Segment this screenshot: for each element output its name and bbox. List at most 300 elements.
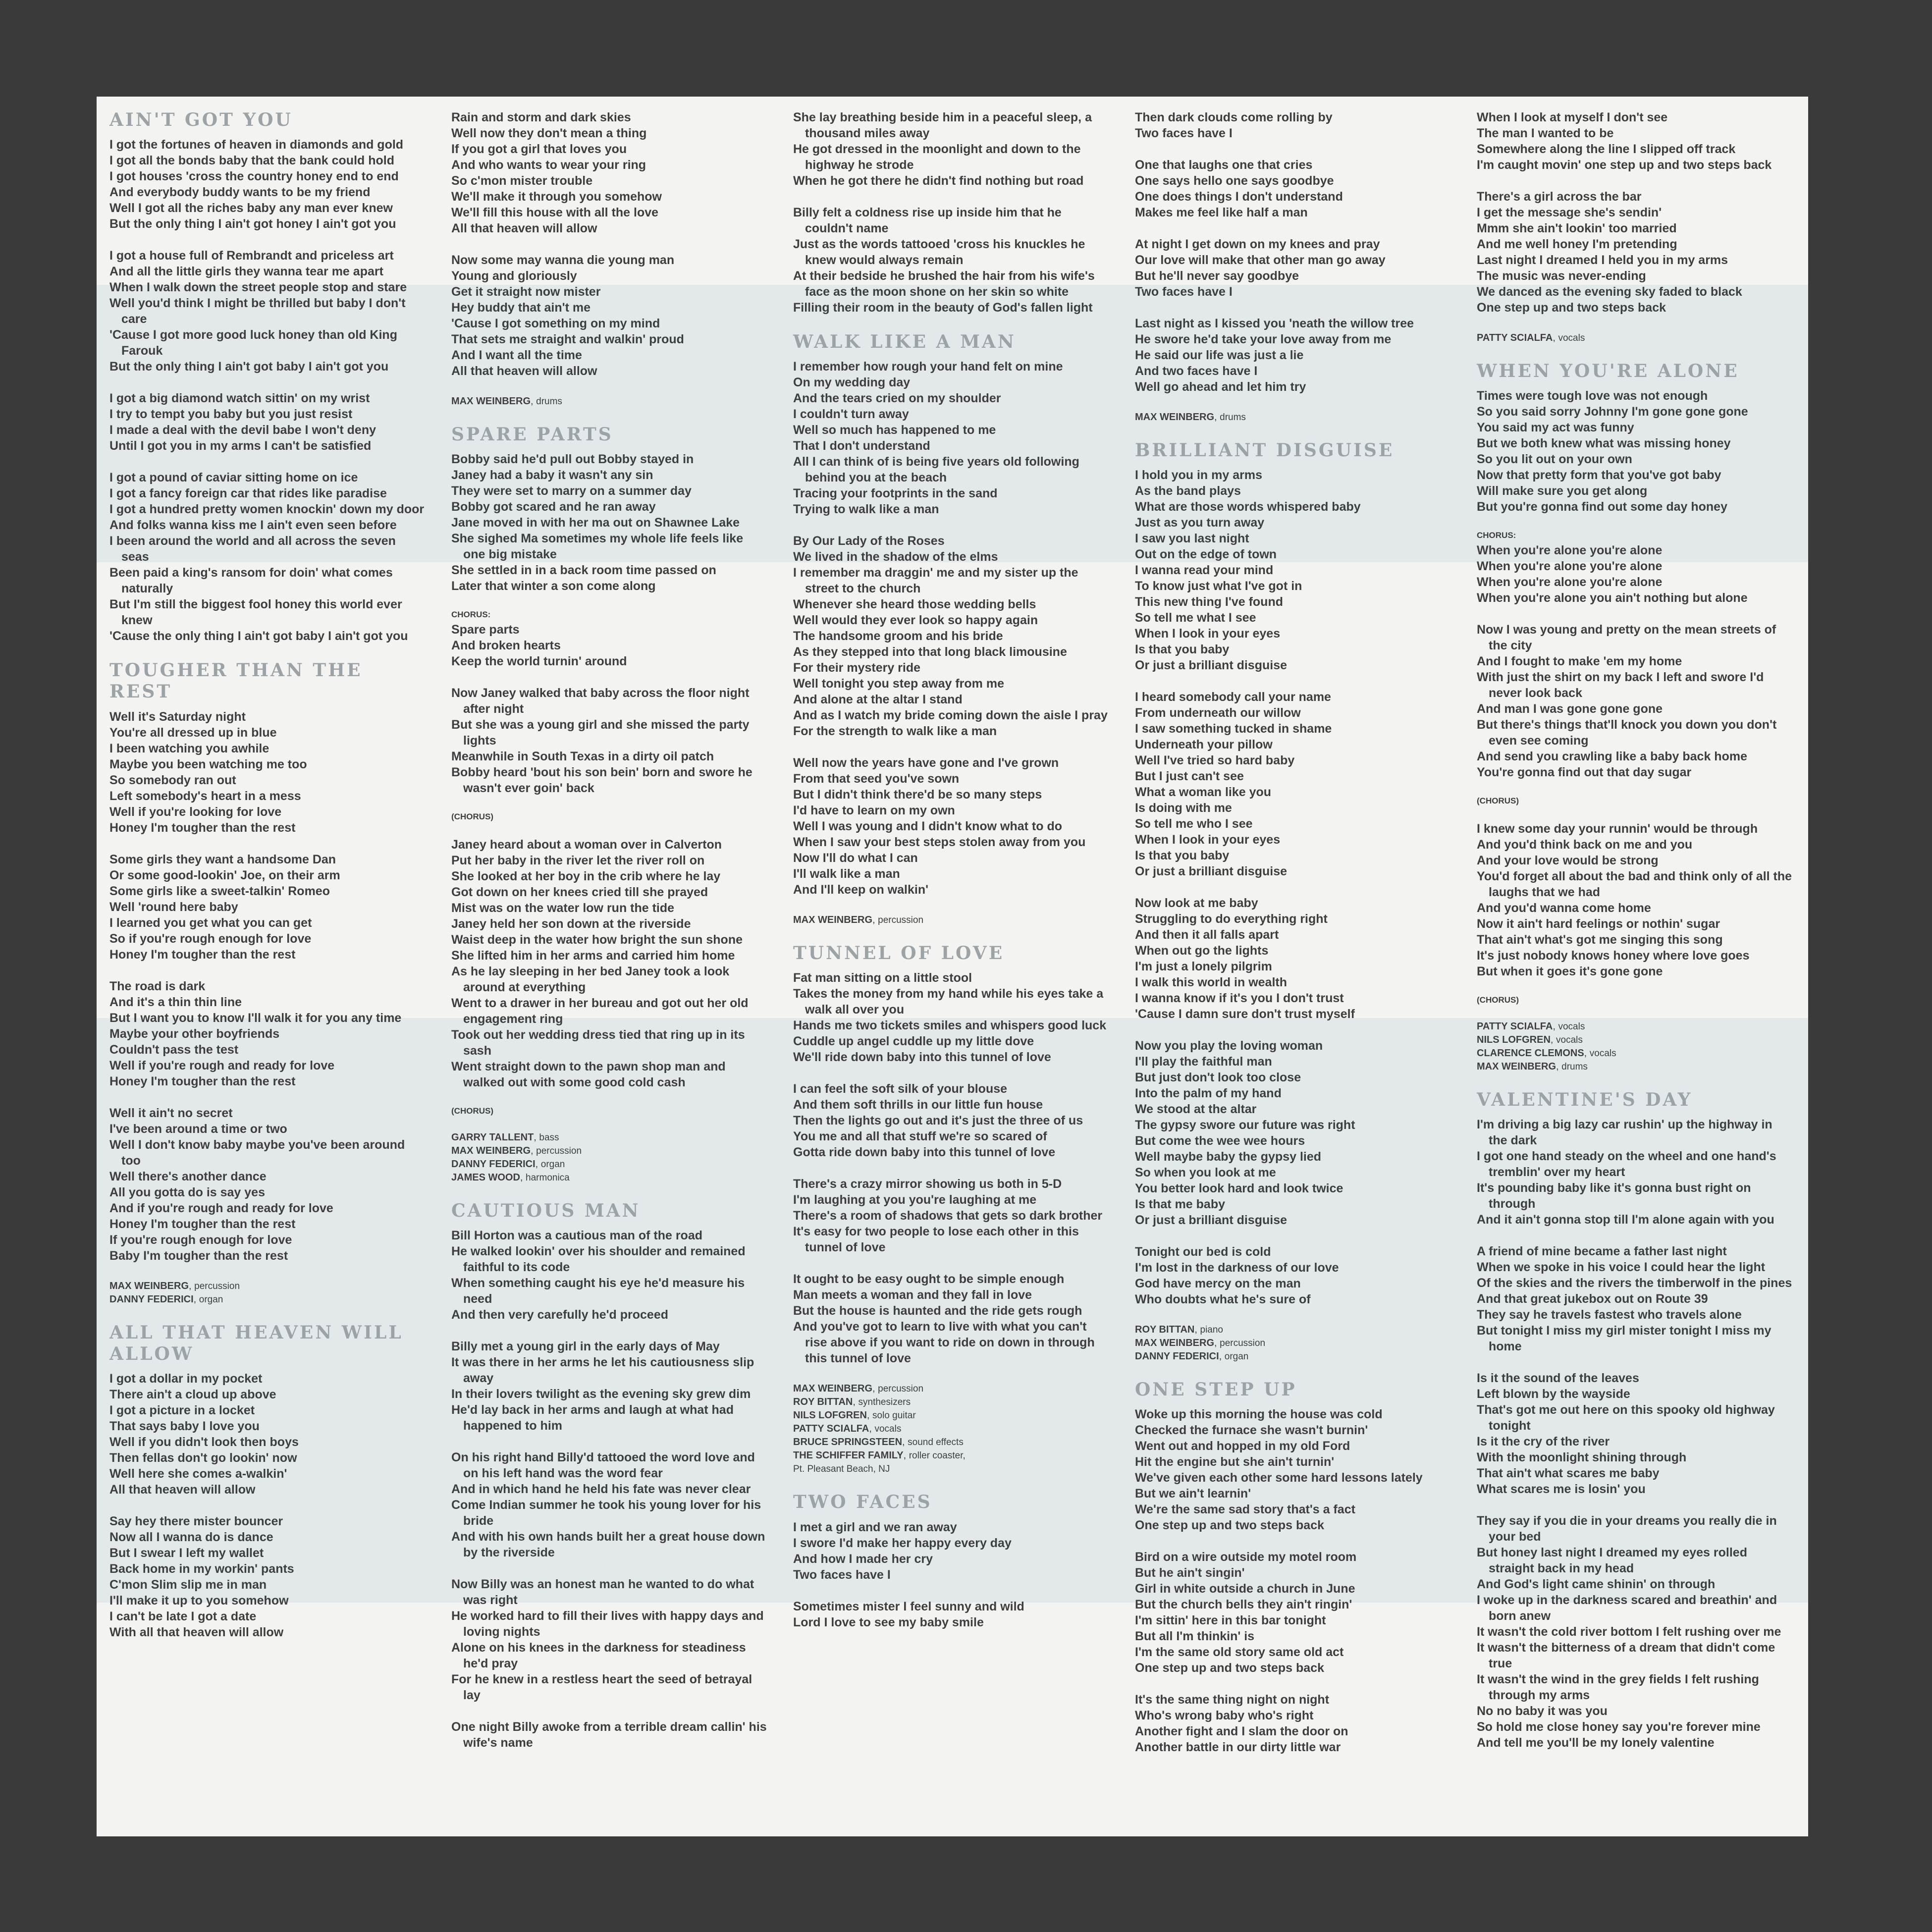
lyric-line: Spare parts [451, 623, 520, 637]
lyric-line: Another battle in our dirty little war [1135, 1740, 1341, 1755]
stanza [793, 1519, 1110, 1583]
credit-line: DANNY FEDERICI, organ [109, 1293, 223, 1305]
lyric-line: We lived in the shadow of the elms [793, 550, 998, 564]
credit-line: MAX WEINBERG, percussion [1135, 1338, 1266, 1349]
lyric-line: You're all dressed up in blue [109, 725, 277, 740]
lyric-line: And how I made her cry [793, 1552, 933, 1566]
lyric-line: I get the message she's sendin' [1477, 206, 1662, 219]
stanza [109, 470, 427, 644]
lyric-line: That sets me straight and walkin' proud [451, 332, 684, 346]
stanza [1135, 467, 1452, 673]
lyric-line: When you're alone you ain't nothing but alone [1477, 591, 1748, 605]
credit-line: DANNY FEDERICI, organ [1135, 1351, 1249, 1362]
lyric-line: You me and all that stuff we're so scared of [793, 1129, 1047, 1144]
lyric-line: We stood at the altar [1135, 1102, 1257, 1117]
stanza [109, 390, 427, 454]
lyric-line: Maybe you been watching me too [109, 757, 307, 771]
lyric-line: I wanna read your mind [1135, 563, 1274, 578]
lyric-line: 'Cause I got more good luck honey than old King Farouk [109, 328, 397, 358]
credits [451, 1131, 768, 1184]
chorus-reference: (CHORUS) [1477, 796, 1519, 806]
stanza [793, 1176, 1110, 1255]
stanza [1477, 1117, 1794, 1228]
lyric-line: And God's light came shinin' on through [1477, 1577, 1716, 1592]
lyric-line: Our love will make that other man go away [1135, 253, 1386, 267]
stanza [793, 359, 1110, 517]
lyric-line: Well I don't know baby maybe you've been around too [109, 1137, 405, 1168]
stanza [1135, 109, 1452, 141]
lyric-line: Well so much has happened to me [793, 423, 996, 437]
lyric-line: You'd forget all about the bad and think only of all the laughs that we had [1477, 869, 1792, 900]
lyric-line: And them soft thrills in our little fun house [793, 1098, 1043, 1112]
lyric-line: Well here she comes a-walkin' [109, 1466, 287, 1481]
lyric-line: I got a hundred pretty women knockin' down my door [109, 502, 425, 517]
lyric-line: Alone on his knees in the darkness for steadiness he'd pray [451, 1641, 746, 1671]
song-block [793, 943, 1110, 1476]
lyric-line: A friend of mine became a father last night [1477, 1244, 1727, 1259]
song-block [451, 424, 768, 1184]
song-title: TOUGHER THAN THE REST [109, 660, 363, 702]
lyric-line: I been watching you awhile [109, 741, 269, 755]
credit-line: PATTY SCIALFA, vocals [1477, 332, 1585, 343]
lyric-line: When something caught his eye he'd measure his need [451, 1276, 745, 1306]
lyric-line: The road is dark [109, 979, 206, 993]
lyric-line: I try to tempt you baby but you just resist [109, 407, 353, 422]
lyric-line: He swore he'd take your love away from me [1135, 332, 1392, 346]
lyric-line: We've given each other some hard lessons lately [1135, 1471, 1423, 1485]
musician-role: solo guitar [872, 1410, 916, 1421]
lyric-line: Now I'll do what I can [793, 851, 918, 865]
lyric-line: All you gotta do is say yes [109, 1185, 265, 1199]
lyric-line: Left somebody's heart in a mess [109, 789, 301, 803]
musician-name: DANNY FEDERICI [109, 1293, 194, 1305]
lyric-line: Two faces have I [793, 1567, 891, 1582]
stanza [451, 1339, 768, 1434]
lyric-line: Bobby got scared and he ran away [451, 500, 656, 514]
lyric-line: Well you'd think I might be thrilled but baby I don't care [109, 296, 406, 326]
lyric-line: With the moonlight shining through [1477, 1450, 1687, 1465]
lyric-line: I couldn't turn away [793, 407, 909, 422]
musician-name: PATTY SCIALFA [793, 1423, 869, 1435]
lyric-line: So if you're rough enough for love [109, 931, 312, 946]
stanza [109, 852, 427, 963]
lyric-line: We're the same sad story that's a fact [1135, 1503, 1355, 1517]
musician-role: percussion [536, 1146, 582, 1157]
credit-line: DANNY FEDERICI, organ [451, 1159, 565, 1170]
lyric-line: To know just what I've got in [1135, 579, 1302, 593]
lyric-line: So when you look at me [1135, 1166, 1276, 1180]
lyric-line: Bobby said he'd pull out Bobby stayed in [451, 452, 694, 467]
stanza [109, 1105, 427, 1264]
stanza [793, 205, 1110, 316]
lyric-line: Well now they don't mean a thing [451, 126, 647, 140]
lyric-line: But all I'm thinkin' is [1135, 1629, 1255, 1644]
lyric-line: All that heaven will allow [451, 221, 597, 235]
lyric-line: Bobby heard 'bout his son bein' born and swore he wasn't ever goin' back [451, 765, 752, 796]
credit-line: ROY BITTAN, synthesizers [793, 1396, 911, 1408]
lyric-line: C'mon Slim slip me in man [109, 1577, 267, 1592]
lyric-line: We'll ride down baby into this tunnel of love [793, 1050, 1051, 1065]
credit-line: GARRY TALLENT, bass [451, 1132, 559, 1143]
lyric-line: Is it the cry of the river [1477, 1435, 1610, 1449]
lyric-line: You better look hard and look twice [1135, 1181, 1343, 1196]
column-4 [1135, 109, 1452, 1771]
lyric-line: I'm caught movin' one step up and two steps back [1477, 158, 1772, 172]
musician-role: percussion [878, 1384, 924, 1395]
lyric-line: Honey I'm tougher than the rest [109, 820, 296, 835]
song-title: AIN'T GOT YOU [109, 109, 293, 130]
lyric-line: What are those words whispered baby [1135, 500, 1361, 514]
stanza [793, 1271, 1110, 1366]
lyric-line: I wanna know if it's you I don't trust [1135, 991, 1344, 1006]
lyric-line: I'd have to learn on my own [793, 804, 955, 818]
credit-line: MAX WEINBERG, percussion [793, 1383, 924, 1395]
stanza [1477, 1513, 1794, 1751]
lyric-line: One step up and two steps back [1135, 1518, 1325, 1533]
musician-name: MAX WEINBERG [1135, 1338, 1214, 1349]
song-title: TUNNEL OF LOVE [793, 943, 1005, 964]
musician-role: Pt. Pleasant Beach, NJ [793, 1464, 890, 1475]
lyric-line: The gypsy swore our future was right [1135, 1118, 1355, 1132]
lyric-line: I walk this world in wealth [1135, 975, 1287, 990]
musician-role: organ [199, 1294, 223, 1305]
stanza [1477, 109, 1794, 173]
lyric-line: Bill Horton was a cautious man of the road [451, 1229, 703, 1243]
lyric-line: Back home in my workin' pants [109, 1561, 294, 1576]
column-1 [109, 109, 427, 1656]
lyric-line: When I walk down the street people stop and stare [109, 280, 407, 295]
musician-name: MAX WEINBERG [1477, 1061, 1556, 1073]
lyric-line: Now some may wanna die young man [451, 253, 675, 267]
lyric-line: Then dark clouds come rolling by [1135, 110, 1333, 124]
lyric-line: But we ain't learnin' [1135, 1487, 1251, 1501]
column-3 [793, 109, 1110, 1646]
lyric-line: In their lovers twilight as the evening sky grew dim [451, 1387, 751, 1401]
song-block [109, 660, 427, 1306]
lyric-line: So you lit out on your own [1477, 452, 1632, 467]
musician-role: vocals [874, 1424, 902, 1435]
lyric-line: Well now the years have gone and I've grown [793, 756, 1059, 770]
lyric-line: And it's a thin thin line [109, 995, 242, 1009]
lyric-line: Until I got you in my arms I can't be satisfied [109, 439, 372, 453]
lyric-line: But when it goes it's gone gone [1477, 965, 1663, 979]
lyric-line: When he got there he didn't find nothing but road [793, 174, 1084, 188]
lyric-line: So c'mon mister trouble [451, 174, 593, 188]
lyric-line: Billy met a young girl in the early days of May [451, 1340, 720, 1354]
lyric-line: I'll play the faithful man [1135, 1055, 1272, 1069]
musician-role: vocals [1558, 1021, 1585, 1032]
lyric-line: On my wedding day [793, 376, 911, 390]
credit-line: MAX WEINBERG, percussion [451, 1145, 582, 1157]
lyric-line: From underneath our willow [1135, 706, 1301, 720]
credit-line: NILS LOFGREN, solo guitar [793, 1410, 916, 1421]
lyric-line: The handsome groom and his bride [793, 629, 1003, 644]
lyric-line: Two faces have I [1135, 285, 1233, 299]
lyric-line: Meanwhile in South Texas in a dirty oil patch [451, 750, 714, 764]
lyric-line: Some girls they want a handsome Dan [109, 852, 336, 866]
lyric-line: Now all I wanna do is dance [109, 1530, 273, 1544]
lyric-line: For their mystery ride [793, 661, 921, 675]
lyric-line: Is that me baby [1135, 1197, 1225, 1212]
lyric-line: Well 'round here baby [109, 900, 238, 914]
musician-role: organ [540, 1159, 565, 1170]
lyric-line: I heard somebody call your name [1135, 690, 1331, 704]
lyric-line: And alone at the altar I stand [793, 693, 963, 707]
lyric-line: He said our life was just a lie [1135, 348, 1304, 362]
lyric-line: Been paid a king's ransom for doin' what comes naturally [109, 566, 393, 596]
lyric-line: With all that heaven will allow [109, 1625, 284, 1639]
lyric-line: Well maybe baby the gypsy lied [1135, 1150, 1322, 1164]
song-title: CAUTIOUS MAN [451, 1200, 641, 1222]
lyric-line: I got a fancy foreign car that rides like paradise [109, 486, 387, 501]
lyric-line: Later that winter a son come along [451, 579, 656, 593]
stanza [1135, 895, 1452, 1022]
lyric-line: And you've got to learn to live with what you can't rise above if you want to ride on down in through this tunnel of love [793, 1320, 1095, 1366]
credit-line: THE SCHIFFER FAMILY, roller coaster, [793, 1450, 966, 1461]
chorus-reference: (CHORUS) [1477, 995, 1519, 1005]
credit-line: JAMES WOOD, harmonica [451, 1172, 570, 1183]
lyric-line: He'd lay back in her arms and laugh at what had happened to him [451, 1403, 734, 1433]
lyric-line: When we spoke in his voice I could hear the light [1477, 1260, 1766, 1275]
lyric-line: I'll make it up to you somehow [109, 1593, 289, 1608]
lyric-line: On his right hand Billy'd tattooed the word love and on his left hand was the word fear [451, 1450, 755, 1481]
musician-name: GARRY TALLENT [451, 1132, 534, 1143]
lyric-line: Is that you baby [1135, 643, 1230, 657]
lyric-line: Last night I dreamed I held you in my arms [1477, 253, 1728, 267]
song-block [1135, 1379, 1452, 1755]
lyric-line: Hit the engine but she ain't turnin' [1135, 1455, 1335, 1469]
stanza [1135, 1244, 1452, 1307]
credit-line [793, 1462, 1110, 1476]
lyric-line: I learned you get what you can get [109, 915, 312, 930]
lyric-line: Well I was young and I didn't know what to do [793, 819, 1062, 834]
song-title: ALL THAT HEAVEN WILL ALLOW [109, 1322, 403, 1364]
stanza [793, 1081, 1110, 1160]
lyric-line: One step up and two steps back [1477, 301, 1666, 315]
musician-name: MAX WEINBERG [1135, 412, 1214, 423]
lyric-line: She looked at her boy in the crib where he lay [451, 869, 721, 884]
lyric-line: Woke up this morning the house was cold [1135, 1407, 1383, 1422]
lyric-line: Well tonight you step away from me [793, 677, 1004, 691]
lyric-line: Or just a brilliant disguise [1135, 864, 1288, 879]
lyric-line: Went to a drawer in her bureau and got out her old engagement ring [451, 996, 749, 1026]
lyric-line: I remember how rough your hand felt on mine [793, 360, 1063, 374]
lyric-line: And it ain't gonna stop till I'm alone again with you [1477, 1213, 1774, 1227]
lyric-line: Filling their room in the beauty of God's fallen light [793, 301, 1093, 315]
lyric-line: So tell me who I see [1135, 817, 1253, 831]
stanza [451, 837, 768, 1090]
credits [793, 1382, 1110, 1476]
musician-name: ROY BITTAN [793, 1396, 853, 1408]
song-block [1477, 109, 1794, 345]
lyric-line: I saw something tucked in shame [1135, 722, 1332, 736]
lyric-line: Now Billy was an honest man he wanted to do what was right [451, 1577, 754, 1608]
lyric-line: They say if you die in your dreams you really die in your bed [1477, 1514, 1777, 1544]
lyric-line: And then very carefully he'd proceed [451, 1308, 669, 1322]
lyric-line: When you're alone you're alone [1477, 543, 1663, 558]
stanza [109, 1513, 427, 1640]
lyric-line: I got houses 'cross the country honey end to end [109, 169, 399, 184]
song-title: BRILLIANT DISGUISE [1135, 440, 1395, 461]
musician-role: roller coaster, [909, 1450, 966, 1461]
lyric-line: I got the fortunes of heaven in diamonds and gold [109, 138, 404, 152]
musician-name: NILS LOFGREN [793, 1410, 867, 1421]
lyric-line: Come Indian summer he took his young lover for his bride [451, 1498, 761, 1528]
song-title: WALK LIKE A MAN [793, 331, 1016, 352]
lyric-line: And as I watch my bride coming down the aisle I pray [793, 708, 1108, 723]
lyric-line: But I want you to know I'll walk it for you any time [109, 1011, 402, 1025]
lyric-line: And all the little girls they wanna tear me apart [109, 265, 383, 279]
lyric-line: Cuddle up angel cuddle up my little dove [793, 1034, 1034, 1049]
musician-name: JAMES WOOD [451, 1172, 520, 1183]
lyric-line: The music was never-ending [1477, 269, 1646, 283]
lyric-line: Struggling to do everything right [1135, 912, 1328, 926]
lyric-line: When I look in your eyes [1135, 627, 1281, 641]
musician-role: drums [1220, 412, 1246, 423]
lyric-line: So hold me close honey say you're forever mine [1477, 1720, 1761, 1734]
stanza [109, 137, 427, 232]
lyric-line: I got all the bonds baby that the bank could hold [109, 154, 394, 168]
lyric-line: When I saw your best steps stolen away from you [793, 835, 1086, 850]
lyric-line: Janey had a baby it wasn't any sin [451, 468, 653, 483]
lyric-line: It ought to be easy ought to be simple enough [793, 1272, 1065, 1287]
song-block [1135, 440, 1452, 1363]
musician-name: MAX WEINBERG [793, 914, 872, 926]
musician-role: piano [1200, 1325, 1223, 1336]
lyric-line: But I swear I left my wallet [109, 1546, 264, 1560]
lyric-line: Put her baby in the river let the river roll on [451, 854, 705, 868]
lyric-line: It's pounding baby like it's gonna bust right on through [1477, 1181, 1751, 1211]
lyric-line: One says hello one says goodbye [1135, 174, 1334, 188]
lyric-line: The man I wanted to be [1477, 126, 1614, 140]
lyric-line: Is that you baby [1135, 849, 1230, 863]
lyric-line: Man meets a woman and they fall in love [793, 1288, 1032, 1302]
lyric-line: Left blown by the wayside [1477, 1387, 1630, 1401]
lyric-line: I woke up in the darkness scared and breathin' and born anew [1477, 1593, 1777, 1623]
lyric-line: Well there's another dance [109, 1169, 267, 1183]
lyric-line: That I don't understand [793, 439, 930, 453]
lyric-line: Went out and hopped in my old Ford [1135, 1439, 1350, 1453]
lyric-line: Mist was on the water low run the tide [451, 901, 675, 915]
lyric-line: Or just a brilliant disguise [1135, 658, 1288, 673]
stanza [451, 685, 768, 796]
lyric-line: Hey buddy that ain't me [451, 301, 590, 315]
lyric-line: It wasn't the bitterness of a dream that didn't come true [1477, 1641, 1775, 1671]
lyric-line: If you're rough enough for love [109, 1233, 292, 1247]
lyric-line: Lord I love to see my baby smile [793, 1615, 984, 1629]
lyric-line: Two faces have I [1135, 126, 1233, 140]
lyric-line: I made a deal with the devil babe I won't deny [109, 423, 376, 437]
lyric-line: That ain't what's got me singing this song [1477, 933, 1723, 947]
stanza [793, 755, 1110, 898]
lyric-line: She settled in in a back room time passed on [451, 563, 716, 578]
lyric-line: But the only thing I ain't got honey I ain't got you [109, 217, 396, 231]
stanza [1477, 1370, 1794, 1497]
lyric-line: Young and gloriously [451, 269, 577, 283]
lyric-line: Whenever she heard those wedding bells [793, 597, 1036, 612]
lyric-line: Now it ain't hard feelings or nothin' sugar [1477, 917, 1720, 931]
credit-line: MAX WEINBERG, percussion [793, 914, 924, 926]
lyric-line: And you'd think back on me and you [1477, 838, 1693, 852]
lyric-line: When out go the lights [1135, 944, 1269, 958]
lyric-line: We danced as the evening sky faded to black [1477, 285, 1742, 299]
lyric-line: And your love would be strong [1477, 854, 1659, 868]
lyric-line: Times were tough love was not enough [1477, 389, 1708, 403]
lyric-line: I got a house full of Rembrandt and priceless art [109, 249, 394, 263]
lyric-line: Underneath your pillow [1135, 738, 1273, 752]
lyric-line: But just don't look too close [1135, 1071, 1301, 1085]
lyric-line: Well would they ever look so happy again [793, 613, 1038, 628]
stanza [1477, 622, 1794, 780]
song-block [793, 331, 1110, 927]
stanza [1135, 316, 1452, 395]
lyric-line: I got one hand steady on the wheel and one hand's tremblin' over my heart [1477, 1149, 1776, 1180]
stanza [109, 1371, 427, 1498]
lyric-line: Well go ahead and let him try [1135, 380, 1306, 394]
chorus-label: CHORUS: [1477, 531, 1516, 540]
song-title: ONE STEP UP [1135, 1379, 1297, 1400]
chorus-reference: (CHORUS) [451, 812, 493, 822]
lyric-line: But he ain't singin' [1135, 1566, 1245, 1580]
lyric-line: Baby I'm tougher than the rest [109, 1248, 288, 1263]
lyric-line: Waist deep in the water how bright the sun shone [451, 933, 743, 947]
lyric-line: When I look in your eyes [1135, 833, 1281, 847]
lyric-line: Maybe your other boyfriends [109, 1026, 280, 1041]
lyric-line: There's a crazy mirror showing us both in 5-D [793, 1177, 1062, 1191]
lyric-line: She sighed Ma sometimes my whole life feels like one big mistake [451, 532, 744, 562]
song-block [793, 1492, 1110, 1630]
column-5 [1477, 109, 1794, 1767]
stanza [793, 533, 1110, 739]
lyric-line: Just as the words tattooed 'cross his knuckles he knew would always remain [793, 237, 1085, 267]
lyric-line: Get it straight now mister [451, 285, 601, 299]
lyric-line: Then fellas don't go lookin' now [109, 1450, 297, 1465]
lyric-line: I got a picture in a locket [109, 1403, 255, 1417]
song-block [109, 109, 427, 644]
stanza [1135, 689, 1452, 879]
chorus-label: CHORUS: [451, 610, 491, 620]
musician-role: vocals [1558, 333, 1585, 343]
lyric-line: It's easy for two people to lose each other in this tunnel of love [793, 1225, 1079, 1255]
lyric-line: Now you play the loving woman [1135, 1039, 1323, 1053]
lyric-line: It wasn't the cold river bottom I felt rushing over me [1477, 1625, 1781, 1639]
musician-name: MAX WEINBERG [451, 396, 531, 407]
song-block [109, 1322, 427, 1640]
lyric-line: Well I got all the riches baby any man ever knew [109, 201, 393, 215]
lyric-line: Sometimes mister I feel sunny and wild [793, 1599, 1024, 1613]
lyric-line: I got a big diamond watch sittin' on my wrist [109, 391, 370, 406]
lyric-line: For he knew in a restless heart the seed of betrayal lay [451, 1672, 752, 1703]
lyric-line: Checked the furnace she wasn't burnin' [1135, 1423, 1368, 1438]
lyric-line: It's the same thing night on night [1135, 1693, 1330, 1707]
lyric-line: When you're alone you're alone [1477, 559, 1663, 574]
lyric-line: No no baby it was you [1477, 1704, 1608, 1718]
credit-line: NILS LOFGREN, vocals [1477, 1034, 1583, 1046]
lyric-line: He got dressed in the moonlight and down to the highway he strode [793, 142, 1081, 172]
lyric-line: They say he travels fastest who travels alone [1477, 1308, 1742, 1322]
lyric-line: Honey I'm tougher than the rest [109, 947, 296, 962]
musician-role: percussion [878, 915, 924, 926]
musician-role: drums [536, 396, 562, 407]
lyric-line: Keep the world turnin' around [451, 654, 627, 669]
lyric-line: I remember ma draggin' me and my sister up the street to the church [793, 566, 1078, 596]
musician-role: organ [1224, 1351, 1249, 1362]
lyric-line: Went straight down to the pawn shop man and walked out with some good cold cash [451, 1060, 726, 1090]
lyric-line: Or just a brilliant disguise [1135, 1213, 1288, 1228]
lyric-line: Takes the money from my hand while his eyes take a walk all over you [793, 987, 1104, 1017]
lyric-line: Mmm she ain't lookin' too married [1477, 221, 1677, 235]
lyric-line: For the strength to walk like a man [793, 724, 997, 739]
